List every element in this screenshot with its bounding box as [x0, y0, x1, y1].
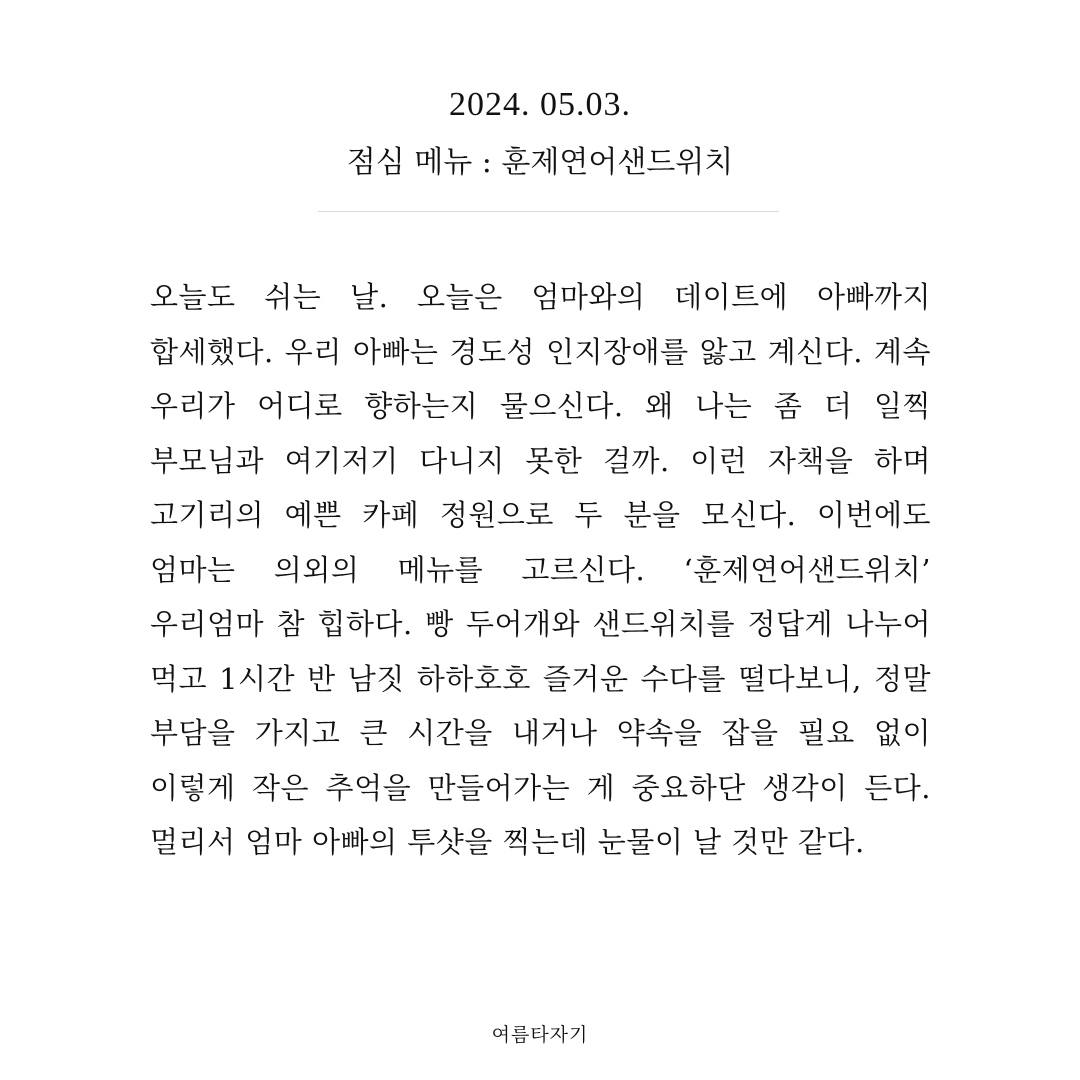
header-divider — [318, 211, 779, 212]
author-signature: 여름타자기 — [491, 1024, 589, 1046]
lunch-menu-title: 점심 메뉴 : 훈제연어샌드위치 — [346, 145, 734, 180]
diary-body-text: 오늘도 쉬는 날. 오늘은 엄마와의 데이트에 아빠까지 합세했다. 우리 아빠는 경도성 인지장애를 앓고 계신다. 계속 우리가 어디로 향하는지 물으신다. 왜 나는 좀 더 일찍 부모님과 여기저기 다니지 못한 걸까. 이런 자책을 하며 고기리의 예쁜 카페 정원으로 두 분을 모신다. 이번에도 엄마는 의외의 메뉴를 고르신다. ‘훈제연어샌드위치’ 우리엄마 참 힙하다. 빵 두어개와 샌드위치를 정답게 나누어 먹고 1시간 반 남짓 하하호호 즐거운 수다를 떨다보니, 정말 부담을 가지고 큰 시간을 내거나 약속을 잡을 필요 없이 이렇게 작은 추억을 만들어가는 게 중요하단 생각이 든다. 멀리서 엄마 아빠의 투샷을 찍는데 눈물이 날 것만 같다. — [150, 280, 931, 859]
entry-date: 2024. 05.03. — [449, 86, 631, 123]
